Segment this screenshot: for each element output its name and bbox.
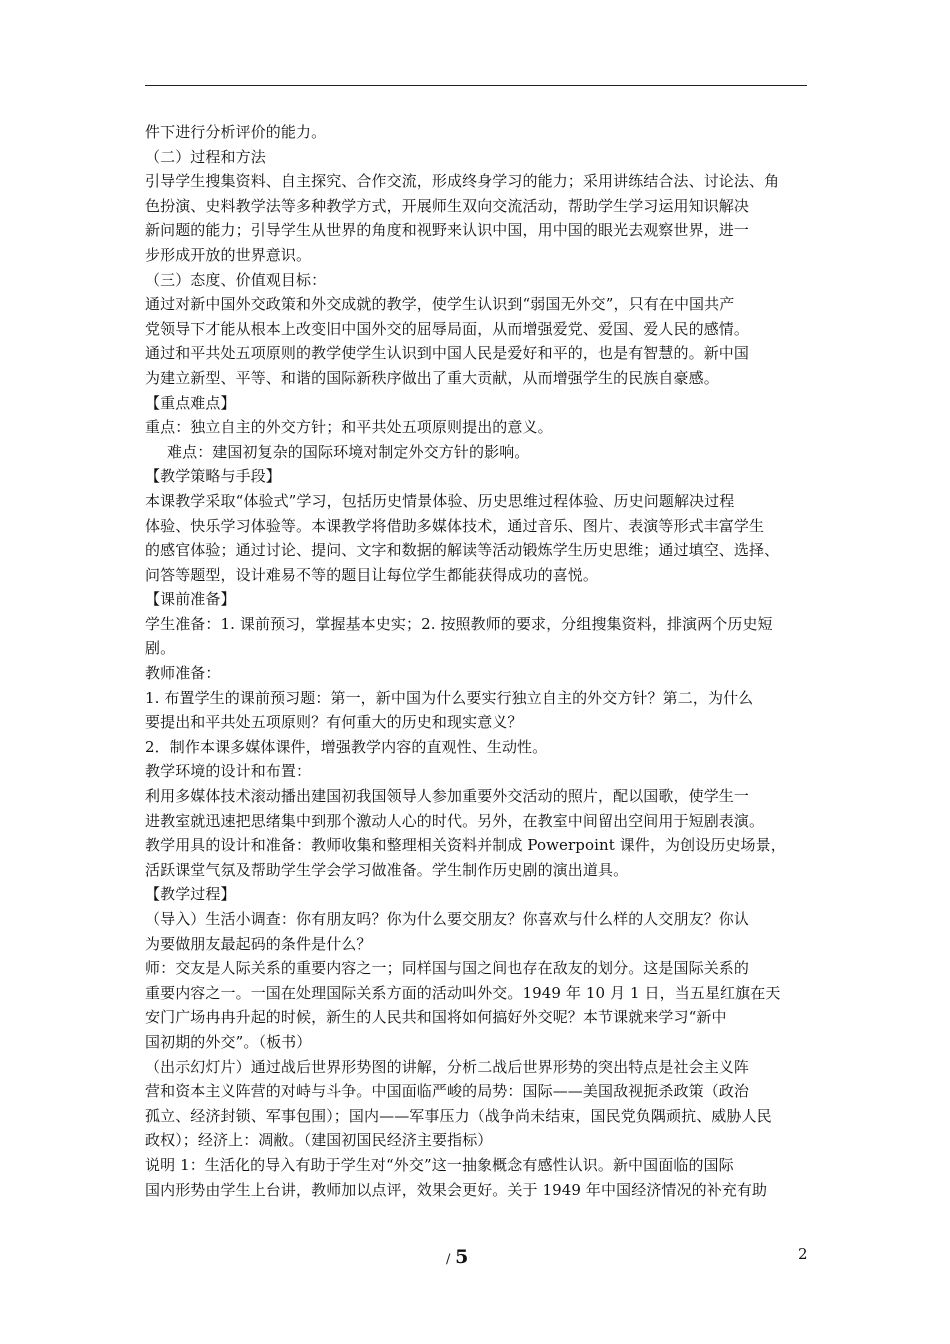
text-line: 剧。 xyxy=(145,639,176,658)
section-heading: 【重点难点】 xyxy=(145,393,236,412)
text-line: 教学用具的设计和准备：教师收集和整理相关资料并制成 Powerpoint 课件，为创设历史场景， xyxy=(145,836,786,855)
text-line: 活跃课堂气氛及帮助学生学会学习做准备。学生制作历史剧的演出道具。 xyxy=(145,860,629,879)
text-line: 的感官体验；通过讨论、提问、文字和数据的解读等活动锻炼学生历史思维；通过填空、选择、 xyxy=(145,541,780,560)
text-line: 难点：建国初复杂的国际环境对制定外交方针的影响。 xyxy=(167,442,530,461)
document-body xyxy=(145,120,807,1202)
text-line: 步形成开放的世界意识。 xyxy=(145,245,312,264)
text-line: 重要内容之一。一国在处理国际关系方面的活动叫外交。1949 年 10 月 1 日，当五星红旗在天 xyxy=(145,983,781,1002)
text-line: 为要做朋友最起码的条件是什么？ xyxy=(145,934,372,953)
page-count xyxy=(446,1246,468,1268)
text-line: （出示幻灯片）通过战后世界形势图的讲解，分析二战后世界形势的突出特点是社会主义阵 xyxy=(145,1057,750,1076)
text-line: 问答等题型，设计难易不等的题目让每位学生都能获得成功的喜悦。 xyxy=(145,565,599,584)
text-line: 利用多媒体技术滚动播出建国初我国领导人参加重要外交活动的照片，配以国歌，使学生一 xyxy=(145,787,750,806)
text-line: 新问题的能力；引导学生从世界的角度和视野来认识中国，用中国的眼光去观察世界，进一 xyxy=(145,221,750,240)
text-line: 件下进行分析评价的能力。 xyxy=(145,123,327,141)
text-line: 为建立新型、平等、和谐的国际新秩序做出了重大贡献，从而增强学生的民族自豪感。 xyxy=(145,368,719,387)
text-line: 通过和平共处五项原则的教学使学生认识到中国人民是爱好和平的，也是有智慧的。新中国 xyxy=(145,344,750,363)
text-line: 孤立、经济封锁、军事包围）；国内——军事压力（战争尚未结束，国民党负隅顽抗、威胁人民 xyxy=(145,1106,772,1125)
text-line: 国内形势由学生上台讲，教师加以点评，效果会更好。关于 1949 年中国经济情况的补充有助 xyxy=(145,1180,768,1199)
page-number: 2 xyxy=(798,1245,808,1263)
page-separator: / xyxy=(446,1252,451,1267)
text-line: 学生准备：1. 课前预习，掌握基本史实；2. 按照教师的要求，分组搜集资料，排演两个历史短 xyxy=(145,614,773,633)
text-line: 1. 布置学生的课前预习题：第一，新中国为什么要实行独立自主的外交方针？第二，为什么 xyxy=(145,688,754,707)
text-line: 重点：独立自主的外交方针；和平共处五项原则提出的意义。 xyxy=(145,418,553,437)
section-heading: 【教学策略与手段】 xyxy=(145,467,281,486)
text-line: 本课教学采取“体验式”学习，包括历史情景体验、历史思维过程体验、历史问题解决过程 xyxy=(145,491,735,510)
text-line: 营和资本主义阵营的对峙与斗争。中国面临严峻的局势：国际——美国敌视扼杀政策（政治 xyxy=(145,1082,750,1101)
section-heading: （三）态度、价值观目标： xyxy=(145,270,327,289)
text-line: 色扮演、史料教学法等多种教学方式，开展师生双向交流活动，帮助学生学习运用知识解决 xyxy=(145,196,750,215)
text-line: 引导学生搜集资料、自主探究、合作交流，形成终身学习的能力；采用讲练结合法、讨论法、角 xyxy=(145,172,780,191)
text-line: 教师准备： xyxy=(145,664,221,683)
section-heading: （二）过程和方法 xyxy=(145,147,266,166)
text-line: 政权）；经济上：凋敝。（建国初国民经济主要指标） xyxy=(145,1131,493,1150)
text-line: 国初期的外交”。（板书） xyxy=(145,1032,312,1051)
text-line: 要提出和平共处五项原则？有何重大的历史和现实意义？ xyxy=(145,713,523,732)
total-pages: 5 xyxy=(455,1246,469,1268)
text-line: 安门广场冉冉升起的时候，新生的人民共和国将如何搞好外交呢？本节课就来学习“新中 xyxy=(145,1008,727,1027)
section-heading: 【课前准备】 xyxy=(145,590,236,609)
section-heading: 【教学过程】 xyxy=(145,885,236,904)
text-line: （导入）生活小调查：你有朋友吗？你为什么要交朋友？你喜欢与什么样的人交朋友？你认 xyxy=(145,910,750,928)
text-line: 教学环境的设计和布置： xyxy=(145,762,312,781)
header-rule xyxy=(145,85,807,86)
text-line: 体验、快乐学习体验等。本课教学将借助多媒体技术，通过音乐、图片、表演等形式丰富学生 xyxy=(145,516,765,535)
text-line: 说明 1：生活化的导入有助于学生对“外交”这一抽象概念有感性认识。新中国面临的国际 xyxy=(145,1155,734,1174)
text-line: 师：交友是人际关系的重要内容之一；同样国与国之间也存在敌友的划分。这是国际关系的 xyxy=(145,959,750,978)
text-line: 进教室就迅速把思绪集中到那个激动人心的时代。另外，在教室中间留出空间用于短剧表演。 xyxy=(145,811,765,830)
text-line: 通过对新中国外交政策和外交成就的教学，使学生认识到“弱国无外交”，只有在中国共产 xyxy=(145,295,735,314)
text-line: 党领导下才能从根本上改变旧中国外交的屈辱局面，从而增强爱党、爱国、爱人民的感情。 xyxy=(145,319,750,338)
text-line: 2．制作本课多媒体课件，增强教学内容的直观性、生动性。 xyxy=(145,737,548,756)
